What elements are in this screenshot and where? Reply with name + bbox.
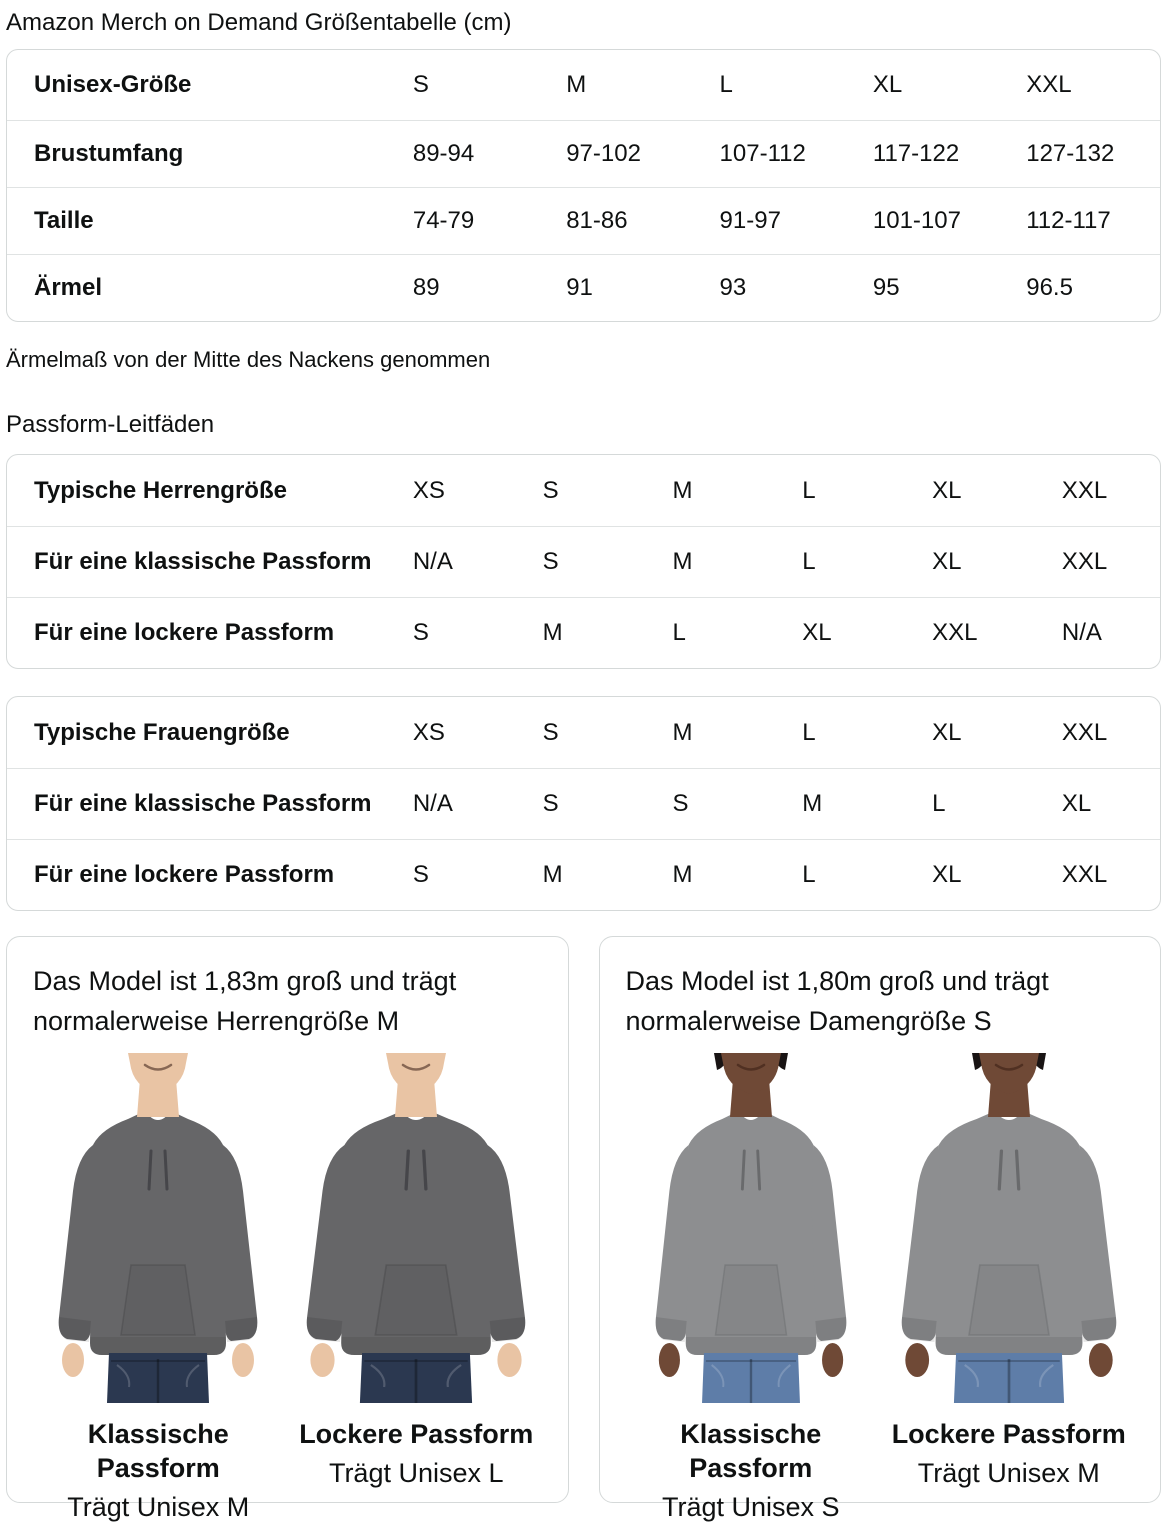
row-label: Typische Herrengröße xyxy=(34,476,287,504)
cell-value: 101-107 xyxy=(872,207,961,234)
fit-caption: Klassische Passform xyxy=(680,1419,822,1483)
cell-value: S xyxy=(542,790,559,817)
female-model-classic-fit-photo xyxy=(626,1053,876,1403)
cell-value: 127-132 xyxy=(1026,140,1115,167)
table-row xyxy=(7,597,1160,668)
table-row xyxy=(7,50,1160,120)
cell-value: 93 xyxy=(719,274,747,301)
cell-value: 112-117 xyxy=(1026,207,1111,234)
male-loose-fit-column xyxy=(291,1053,541,1523)
cell-value: N/A xyxy=(412,548,453,575)
cell-value: XL xyxy=(1061,790,1092,817)
cell-value: L xyxy=(802,548,816,575)
fit-subcaption: Trägt Unisex L xyxy=(328,1458,504,1488)
male-model-heading: Das Model ist 1,83m groß und trägt normalerweise Herrengröße M xyxy=(33,966,457,1036)
cell-value: L xyxy=(672,619,686,646)
cell-value: 117-122 xyxy=(872,140,960,167)
female-loose-fit-column xyxy=(884,1053,1134,1523)
cell-value: S xyxy=(412,71,429,98)
fit-caption: Klassische Passform xyxy=(87,1419,229,1483)
row-label: Für eine lockere Passform xyxy=(34,861,335,888)
fit-subcaption: Trägt Unisex M xyxy=(917,1458,1100,1488)
cell-value: L xyxy=(719,71,733,98)
cell-value: 89-94 xyxy=(412,140,475,167)
row-label: Ärmel xyxy=(34,274,103,301)
female-classic-fit-column xyxy=(626,1053,876,1523)
fit-caption: Lockere Passform xyxy=(299,1419,534,1449)
cell-value: L xyxy=(802,476,816,504)
female-model-loose-fit-photo xyxy=(884,1053,1134,1403)
cell-value: 74-79 xyxy=(412,207,475,234)
fit-caption: Lockere Passform xyxy=(891,1419,1126,1449)
cell-value: 81-86 xyxy=(566,207,628,234)
cell-value: S xyxy=(542,718,559,746)
cell-value: XL xyxy=(932,548,962,575)
cell-value: XL xyxy=(872,71,903,98)
row-label: Taille xyxy=(34,207,94,234)
cell-value: XL xyxy=(932,861,962,888)
cell-value: XS xyxy=(412,476,445,504)
cell-value: M xyxy=(542,619,563,646)
cell-value: 89 xyxy=(412,274,440,301)
page-title: Amazon Merch on Demand Größentabelle (cm) xyxy=(6,9,512,36)
cell-value: L xyxy=(802,861,816,888)
row-label: Für eine lockere Passform xyxy=(34,619,335,646)
cell-value: M xyxy=(672,861,693,888)
cell-value: M xyxy=(672,548,693,575)
cell-value: M xyxy=(566,71,587,98)
cell-value: L xyxy=(932,790,946,817)
male-model-classic-fit-photo xyxy=(33,1053,283,1403)
table-row xyxy=(7,768,1160,839)
row-label: Unisex-Größe xyxy=(34,71,192,98)
cell-value: M xyxy=(672,718,693,746)
cell-value: XXL xyxy=(1061,476,1108,504)
cell-value: N/A xyxy=(1061,619,1102,646)
cell-value: XXL xyxy=(1061,861,1108,888)
cell-value: XXL xyxy=(932,619,978,646)
table-row xyxy=(7,455,1160,526)
size-table xyxy=(6,49,1161,322)
cell-value: XXL xyxy=(1061,718,1108,746)
male-figures xyxy=(33,1053,542,1523)
men-fit-table xyxy=(6,454,1161,669)
male-model-card xyxy=(6,936,569,1522)
female-model-heading: Das Model ist 1,80m groß und trägt normalerweise Damengröße S xyxy=(625,966,1049,1036)
fit-subcaption: Trägt Unisex S xyxy=(661,1492,840,1522)
table-row xyxy=(7,187,1160,254)
table-row xyxy=(7,839,1160,910)
female-figures xyxy=(626,1053,1135,1523)
cell-value: 95 xyxy=(872,274,900,301)
cell-value: XXL xyxy=(1061,548,1108,575)
cell-value: XL xyxy=(802,619,832,646)
cell-value: N/A xyxy=(412,790,453,817)
row-label: Brustumfang xyxy=(34,140,184,167)
cell-value: S xyxy=(412,619,429,646)
cell-value: M xyxy=(672,476,693,504)
sleeve-measure-note: Ärmelmaß von der Mitte des Nackens genommen xyxy=(6,347,491,372)
table-row xyxy=(7,120,1160,187)
women-fit-table xyxy=(6,696,1161,911)
cell-value: 91 xyxy=(566,274,593,301)
cell-value: XXL xyxy=(1026,71,1072,98)
cell-value: S xyxy=(412,861,429,888)
row-label: Für eine klassische Passform xyxy=(34,548,372,575)
row-label: Für eine klassische Passform xyxy=(34,790,372,817)
fit-subcaption: Trägt Unisex M xyxy=(67,1492,250,1522)
cell-value: 97-102 xyxy=(566,140,641,167)
cell-value: L xyxy=(802,718,816,746)
cell-value: M xyxy=(542,861,563,888)
female-model-card xyxy=(599,936,1162,1522)
cell-value: S xyxy=(672,790,689,817)
male-model-loose-fit-photo xyxy=(291,1053,541,1403)
cell-value: 96.5 xyxy=(1026,274,1073,301)
cell-value: XL xyxy=(932,718,962,746)
table-row xyxy=(7,254,1160,321)
table-row xyxy=(7,526,1160,597)
row-label: Typische Frauengröße xyxy=(34,718,290,746)
cell-value: 107-112 xyxy=(719,140,806,167)
cell-value: S xyxy=(542,548,559,575)
cell-value: S xyxy=(542,476,559,504)
cell-value: 91-97 xyxy=(719,207,781,234)
table-row xyxy=(7,697,1160,768)
fit-guides-title: Passform-Leitfäden xyxy=(6,411,215,438)
model-cards-row xyxy=(6,936,1161,1522)
cell-value: XS xyxy=(412,718,445,746)
cell-value: M xyxy=(802,790,823,817)
cell-value: XL xyxy=(932,476,962,504)
male-classic-fit-column xyxy=(33,1053,283,1523)
